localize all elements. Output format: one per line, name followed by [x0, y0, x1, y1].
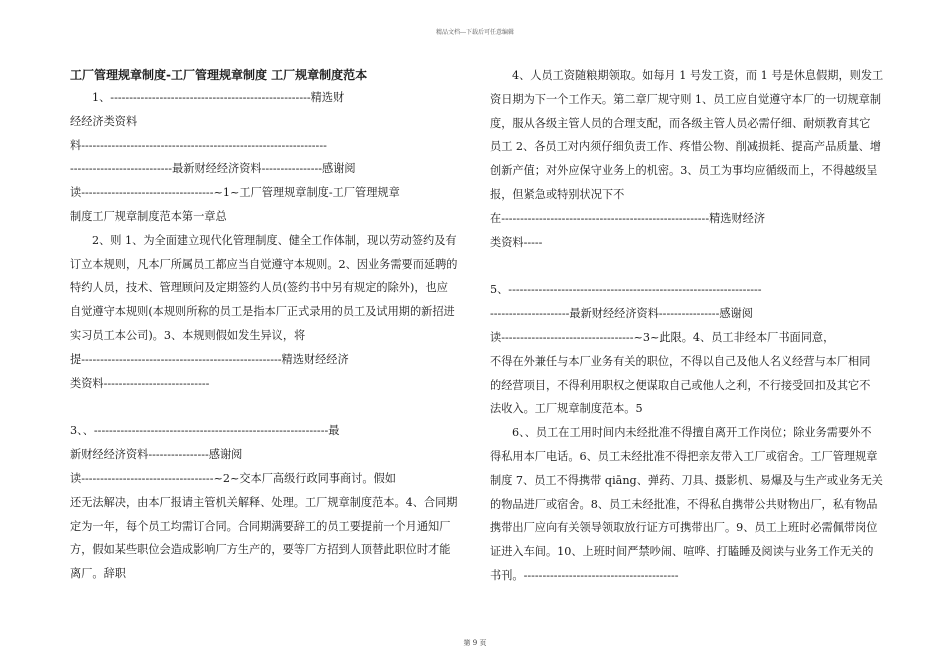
text-line: 料----------------------------------------------------------------- [70, 138, 327, 152]
text-line: 提-----------------------------------------------------精选财经经济 [70, 352, 349, 366]
page-header: 精品文档---下载后可任意编辑 [435, 29, 515, 36]
document-title: 工厂管理规章制度-工厂管理规章制度 工厂规章制度范本 [70, 68, 368, 82]
text-line: 资日期为下一个工作天。第二章厂规守则 1、员工应自觉遵守本厂的一切规章制 [490, 92, 882, 106]
text-line: 订立本规则，凡本厂所属员工都应当自觉遵守本规则。2、因业务需要而延聘的 [70, 257, 458, 271]
text-line: 方，假如某些职位会造成影响厂方生产的，要等厂方招到人顶替此职位时才能 [70, 543, 451, 557]
text-line: 度，服从各级主管人员的合理支配，而各级主管人员必需仔细、耐烦教育其它 [490, 116, 871, 130]
text-line: 自觉遵守本规则(本规则所称的员工是指本厂正式录用的员工及试用期的新招进 [70, 305, 455, 319]
text-line: 2、则 1、为全面建立现代化管理制度、健全工作体制，现以劳动签约及有 [92, 233, 457, 247]
text-line: 法收入。工厂规章制度范本。5 [490, 402, 643, 416]
text-line: 创新产值；对外应保守业务上的机密。3、员工为事均应循级而上，不得越级呈 [490, 164, 878, 178]
text-line: 经经济类资料 [70, 114, 138, 128]
text-line: 离厂。辞职 [70, 567, 126, 581]
text-line: 读-----------------------------------~3~此限。4、员工非经本厂书面同意， [490, 330, 835, 344]
text-line: 不得在外兼任与本厂业务有关的职位，不得以自己及他人名义经营与本厂相同 [490, 354, 871, 368]
text-line: 携带出厂应向有关领导领取放行证方可携带出厂。9、员工上班时必需佩带岗位 [490, 521, 878, 535]
text-line: 6、、员工在工用时间内未经批准不得擅自离开工作岗位；除业务需要外不 [512, 426, 872, 440]
text-line: 书刊。----------------------------------------- [490, 568, 679, 582]
text-line: 新财经经济资料----------------感谢阅 [70, 448, 243, 462]
text-line: 读-----------------------------------~1~工厂管理规章制度-工厂管理规章 [70, 186, 400, 200]
text-line: 读-----------------------------------~2~交本厂高级行政同事商讨。假如 [70, 471, 396, 485]
paragraph-gap [490, 254, 885, 278]
text-line: 实习员工本公司)。3、本规则假如发生异议，将 [70, 328, 306, 342]
text-line: 报，但紧急或特别状况下不 [490, 187, 625, 201]
text-line: 证进入车间。10、上班时间严禁吵闹、喧哗、打瞌睡及阅读与业务工作无关的 [490, 545, 874, 559]
text-line: 特约人员，技术、管理顾问及定期签约人员(签约书中另有规定的除外)，也应 [70, 281, 448, 295]
text-line: 还无法解决，由本厂报请主管机关解释、处理。工厂规章制度范本。4、合同期 [70, 495, 458, 509]
text-line: 制度 7、员工不得携带 qiāng、弹药、刀具、摄影机、易爆及与生产或业务无关 [490, 473, 883, 487]
text-line: 5、------------------------------------------------------------------- [490, 283, 762, 297]
text-line: 类资料----- [490, 235, 543, 249]
text-line: 3、、--------------------------------------------------------------最 [70, 424, 340, 438]
text-line: ---------------------最新财经经济资料----------------感谢阅 [490, 307, 753, 321]
text-line: 类资料---------------------------- [70, 376, 210, 390]
text-line: 得私用本厂电话。6、员工未经批准不得把亲友带入工厂或宿舍。工厂管理规章 [490, 449, 878, 463]
text-line: 定为一年，每个员工均需订合同。合同期满要辞工的员工要提前一个月通知厂 [70, 519, 451, 533]
text-line: 4、人员工资随粮期领取。如每月 1 号发工资，而 1 号是休息假期，则发工 [512, 69, 884, 82]
text-line: 的经营项目，不得利用职权之便谋取自己或他人之利，不行接受回扣及其它不 [490, 378, 871, 392]
left-column [70, 64, 465, 586]
text-line: ---------------------------最新财经经济资料----------------感谢阅 [70, 162, 356, 176]
text-line: 在-------------------------------------------------------精选财经济 [490, 211, 766, 225]
paragraph-gap [70, 395, 465, 419]
text-line: 制度工厂规章制度范本第一章总 [70, 209, 227, 223]
text-line: 的物品进厂或宿舍。8、员工未经批准，不得私自携带公共财物出厂，私有物品 [490, 497, 878, 511]
text-line: 员工 2、各员工对内须仔细负责工作、疼惜公物、削减损耗、提高产品质量、增 [490, 140, 882, 154]
right-column [490, 64, 885, 588]
page-number: 第 9 页 [463, 639, 487, 647]
text-line: 1、-----------------------------------------------------精选财 [92, 91, 345, 104]
